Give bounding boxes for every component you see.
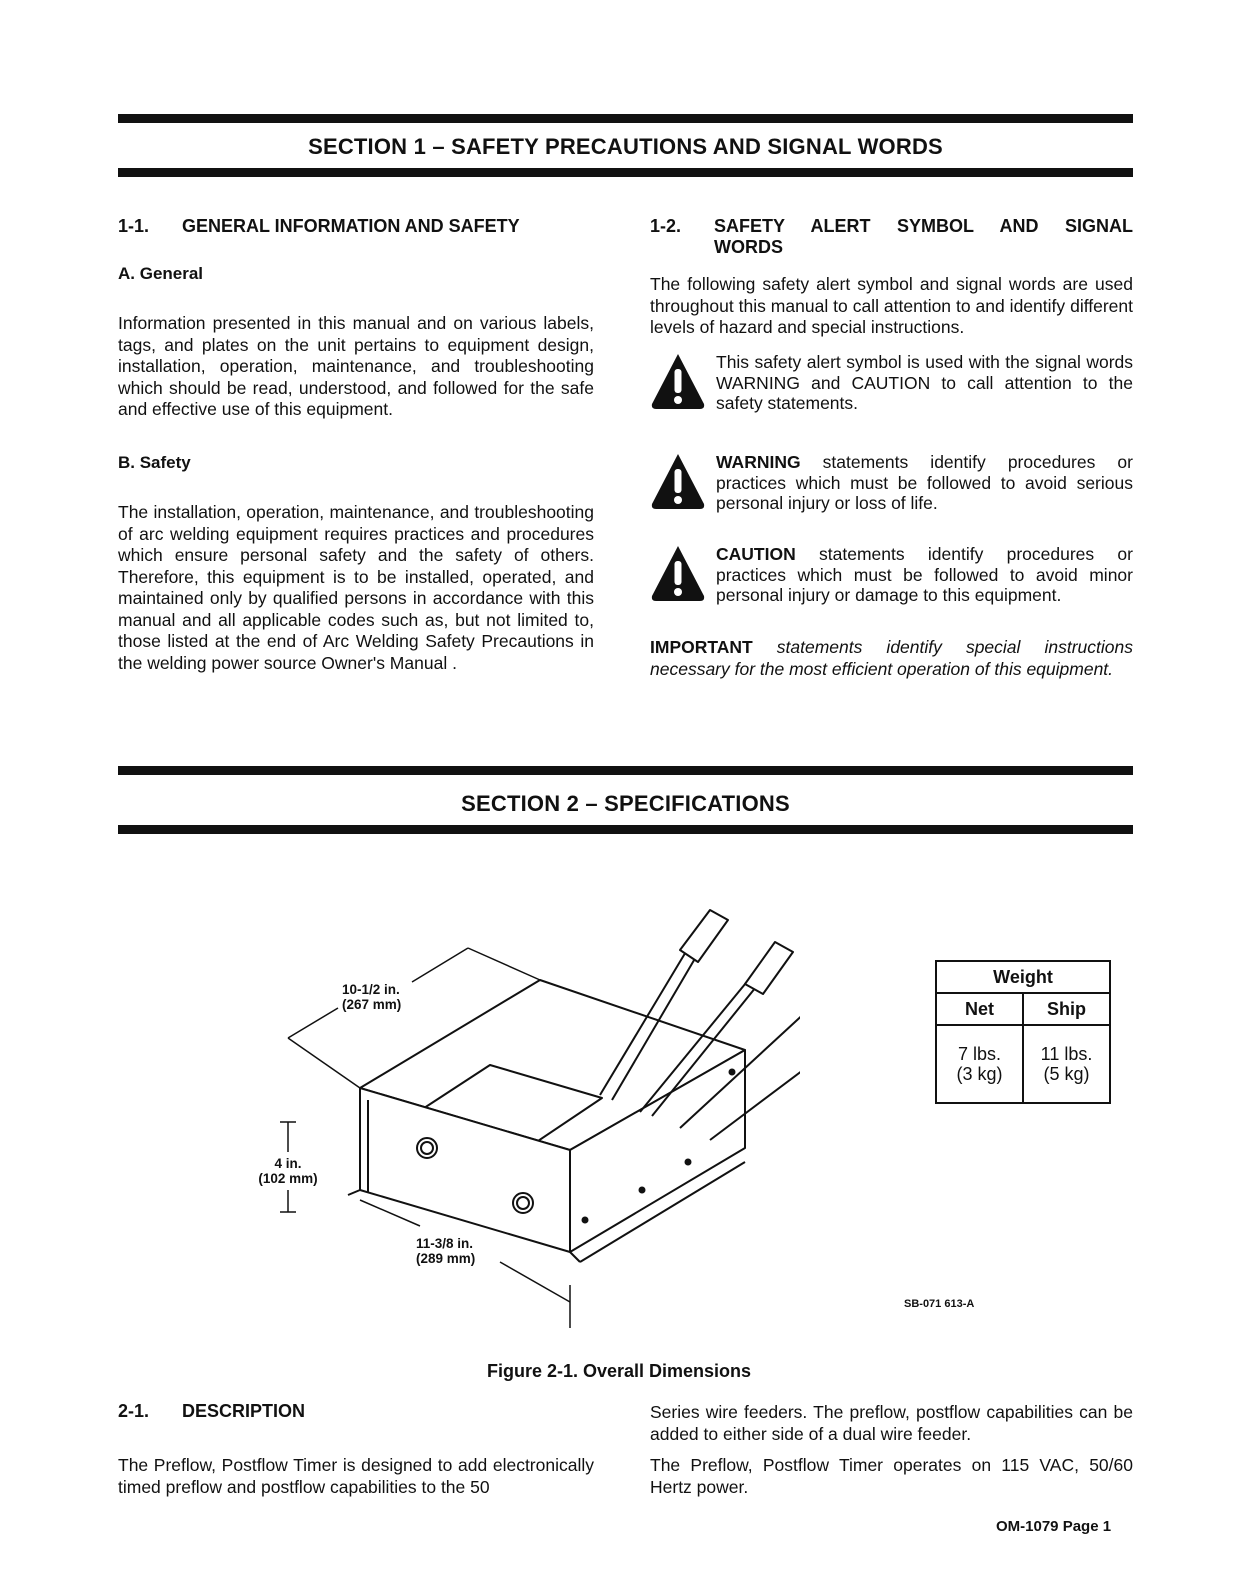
description-paragraph-left: The Preflow, Postflow Timer is designed to add electronically timed preflow and postflow capabilities to the 50 bbox=[118, 1455, 594, 1497]
heading-1-2-text: SAFETY ALERT SYMBOL AND SIGNAL WORDS bbox=[714, 216, 1133, 257]
heading-2-1-number: 2-1. bbox=[118, 1401, 150, 1421]
section2-top-rule bbox=[118, 766, 1133, 775]
weight-col-net: Net bbox=[936, 993, 1023, 1025]
width-dimension-label bbox=[416, 1236, 475, 1266]
weight-ship-cell bbox=[1023, 1025, 1110, 1103]
warning-statement: statements identify procedures or practices which must be followed to avoid serious personal injury or loss of life. bbox=[716, 452, 1133, 513]
heading-1-2-number: 1-2. bbox=[650, 216, 682, 236]
depth-mm: (267 mm) bbox=[342, 997, 402, 1012]
safety-paragraph: The installation, operation, maintenance, and troubleshooting of arc welding equipment requires practices and procedures which ensure personal safety and the safety of others. Therefore, this equipment is to be installed, operated, and maintained only by qualified persons in accordance with this manual and all applicable codes such as, but not limited to, those listed at the end of Arc Welding Safety Precautions in the welding power source Owner's Manual . bbox=[118, 502, 594, 673]
description-paragraph-right-1: Series wire feeders. The preflow, postflow capabilities can be added to either side of a dual wire feeder. bbox=[650, 1402, 1133, 1444]
section2-bottom-rule bbox=[118, 825, 1133, 834]
weight-table-title: Weight bbox=[936, 961, 1110, 993]
height-in: 4 in. bbox=[274, 1156, 302, 1171]
caution-text bbox=[716, 544, 1133, 606]
weight-col-ship: Ship bbox=[1023, 993, 1110, 1025]
warning-triangle-icon bbox=[650, 544, 706, 604]
signal-words-intro: The following safety alert symbol and signal words are used throughout this manual to call attention to and identify different levels of hazard and special instructions. bbox=[650, 274, 1133, 337]
weight-net-lbs: 7 lbs. bbox=[957, 1044, 1002, 1064]
important-word: IMPORTANT bbox=[650, 637, 753, 657]
subheading-general: A. General bbox=[118, 264, 204, 283]
general-paragraph: Information presented in this manual and on various labels, tags, and plates on the unit pertains to equipment design, installation, operation, maintenance, and troubleshooting which should be read, understood, and followed for the safe and effective use of this equipment. bbox=[118, 313, 594, 419]
alert-symbol-row bbox=[650, 352, 1133, 416]
caution-row bbox=[650, 544, 1133, 608]
weight-table bbox=[935, 960, 1111, 1104]
part-number: SB-071 613-A bbox=[904, 1298, 975, 1310]
heading-1-2 bbox=[650, 216, 1133, 258]
weight-net-kg: (3 kg) bbox=[956, 1064, 1003, 1084]
heading-2-1-text: DESCRIPTION bbox=[182, 1401, 306, 1421]
weight-ship-kg: (5 kg) bbox=[1043, 1064, 1090, 1084]
subheading-safety: B. Safety bbox=[118, 453, 191, 472]
warning-triangle-icon bbox=[650, 452, 706, 512]
section1-title: SECTION 1 – SAFETY PRECAUTIONS AND SIGNAL WORDS bbox=[308, 134, 943, 159]
important-statement: statements identify special instructions necessary for the most efficient operation of this equipment. bbox=[650, 637, 1133, 679]
heading-2-1 bbox=[118, 1401, 594, 1422]
warning-triangle-icon bbox=[650, 352, 706, 412]
warning-word: WARNING bbox=[716, 452, 801, 472]
width-in: 11-3/8 in. bbox=[416, 1236, 474, 1251]
section2-title: SECTION 2 – SPECIFICATIONS bbox=[461, 791, 790, 816]
height-dimension-label bbox=[252, 1156, 324, 1186]
depth-dimension-label bbox=[342, 982, 401, 1012]
height-mm: (102 mm) bbox=[258, 1171, 318, 1186]
caution-word: CAUTION bbox=[716, 544, 796, 564]
figure-caption: Figure 2-1. Overall Dimensions bbox=[486, 1361, 752, 1381]
important-paragraph bbox=[650, 637, 1133, 680]
depth-in: 10-1/2 in. bbox=[342, 982, 400, 997]
heading-1-1-text: GENERAL INFORMATION AND SAFETY bbox=[182, 216, 520, 236]
warning-row bbox=[650, 452, 1133, 516]
heading-1-1-number: 1-1. bbox=[118, 216, 150, 236]
timer-dimension-drawing bbox=[240, 890, 800, 1330]
width-mm: (289 mm) bbox=[416, 1251, 476, 1266]
page-footer: OM-1079 Page 1 bbox=[996, 1518, 1112, 1535]
caution-statement: statements identify procedures or practices which must be followed to avoid minor personal injury or damage to this equipment. bbox=[716, 544, 1133, 605]
section1-bottom-rule bbox=[118, 168, 1133, 177]
weight-net-cell bbox=[936, 1025, 1023, 1103]
alert-symbol-text: This safety alert symbol is used with the signal words WARNING and CAUTION to call attention to the safety statements. bbox=[716, 352, 1133, 413]
weight-ship-lbs: 11 lbs. bbox=[1040, 1044, 1093, 1064]
heading-1-1 bbox=[118, 216, 594, 237]
description-paragraph-right-2: The Preflow, Postflow Timer operates on 115 VAC, 50/60 Hertz power. bbox=[650, 1455, 1133, 1497]
warning-text bbox=[716, 452, 1133, 514]
section1-top-rule bbox=[118, 114, 1133, 123]
